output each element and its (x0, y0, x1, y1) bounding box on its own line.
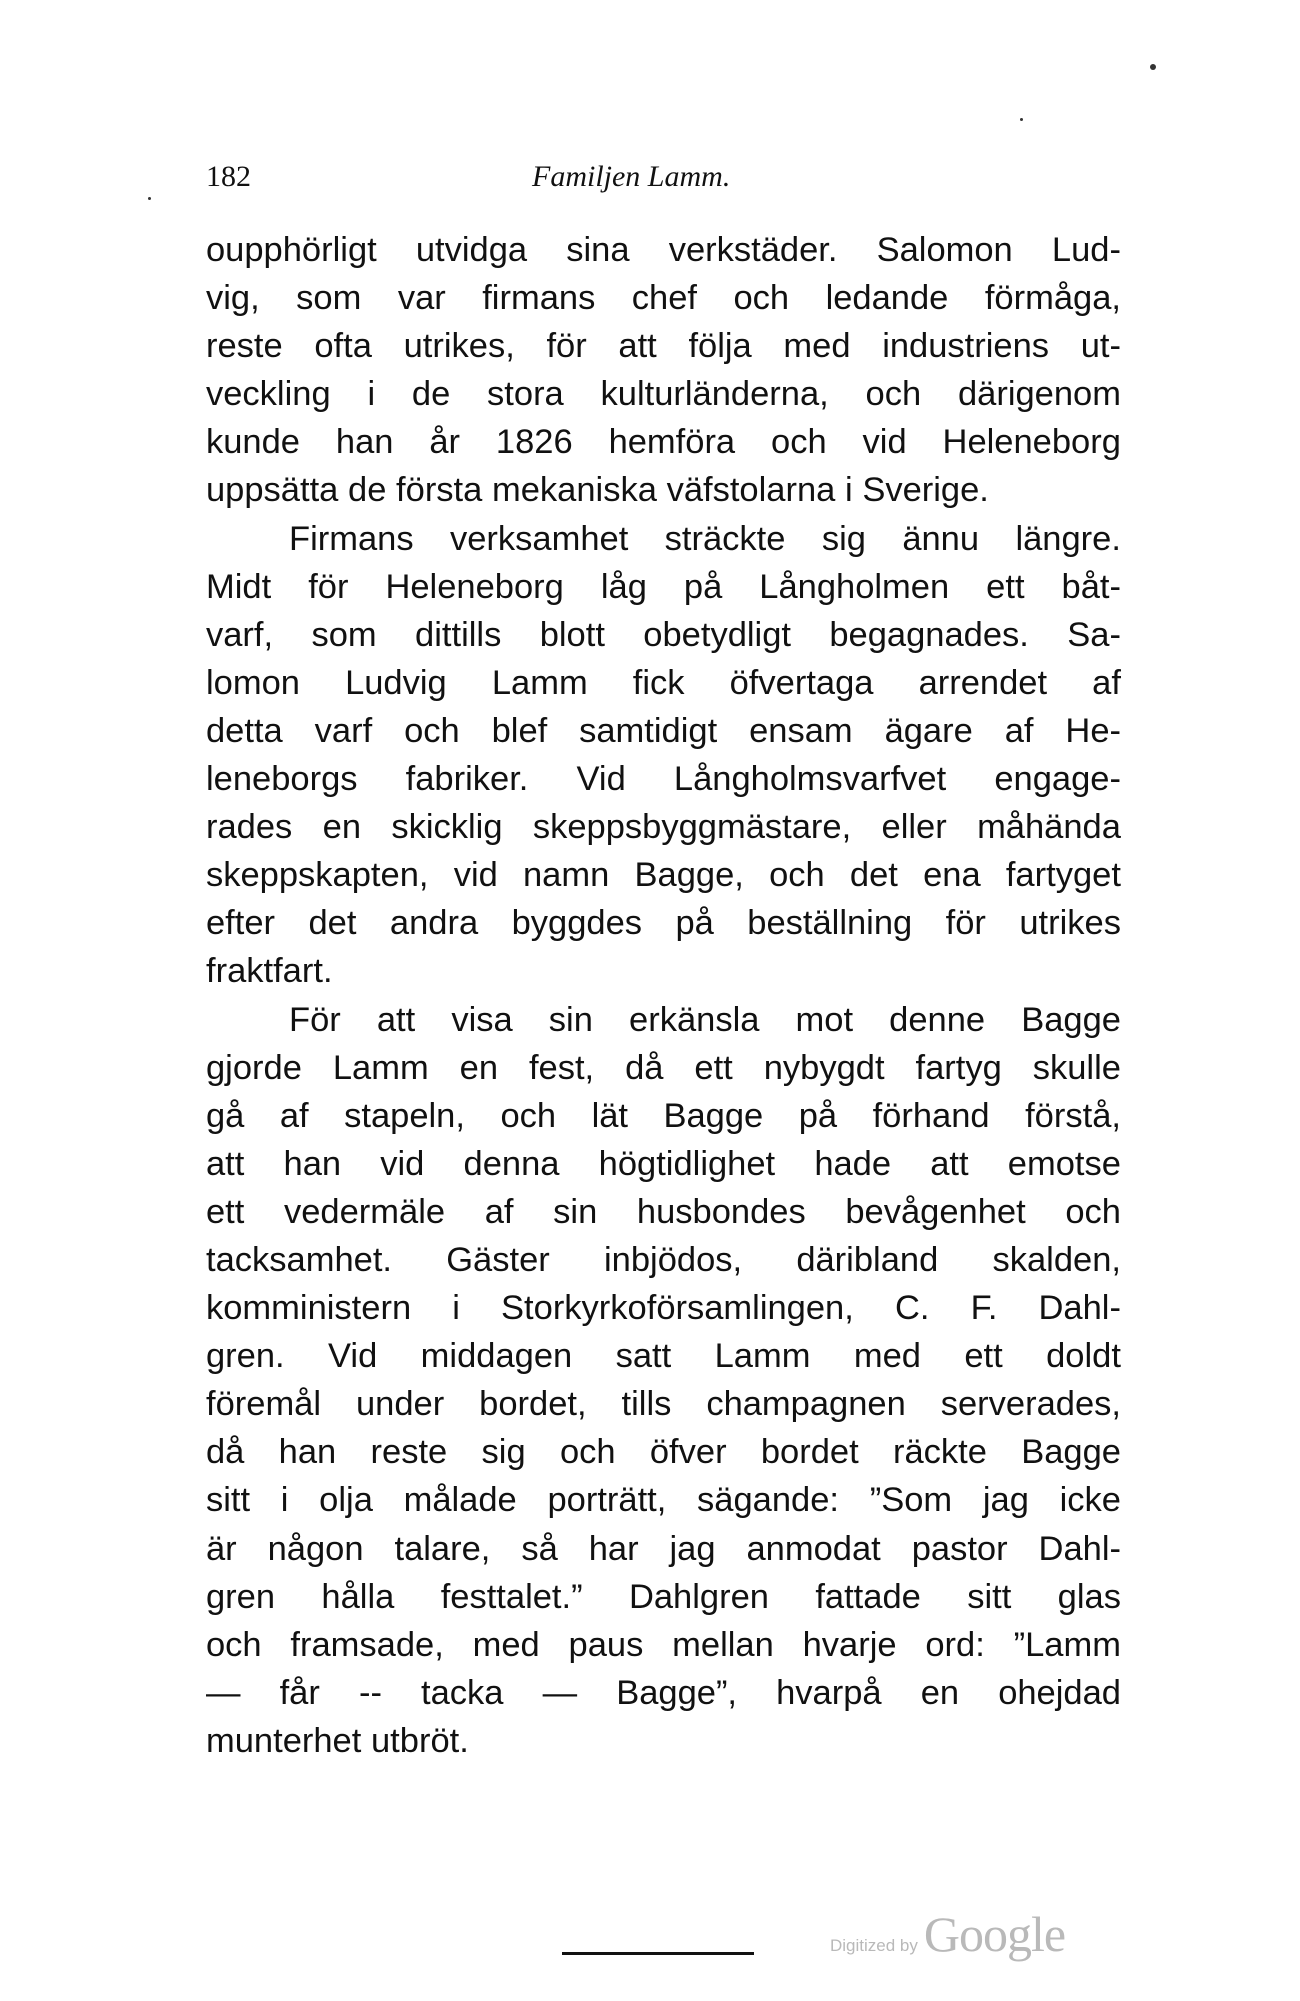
word: eller (881, 808, 947, 847)
word: förstå, (1025, 1096, 1121, 1135)
word: att (206, 1144, 245, 1183)
word: doldt (1046, 1337, 1121, 1376)
word: och (206, 1625, 262, 1664)
word: Långholmsvarfvet (673, 760, 947, 799)
word: sitt (206, 1481, 251, 1520)
word: sin (553, 1192, 598, 1231)
word: ett (986, 567, 1025, 606)
text-line (206, 947, 1121, 995)
word: mot (795, 1000, 854, 1039)
word: att (618, 327, 657, 366)
word: på (675, 904, 714, 943)
word: fartyget (1005, 856, 1121, 895)
word: bevågenhet (845, 1192, 1026, 1231)
word: och (500, 1096, 557, 1135)
word: Dahlgren (628, 1577, 769, 1616)
word: framsade, (290, 1625, 444, 1664)
word: det (308, 904, 357, 943)
word: därigenom (957, 375, 1121, 414)
word: ut- (1080, 327, 1121, 366)
word: detta (206, 711, 283, 750)
word: Dahl- (1038, 1529, 1121, 1568)
word: vedermäle (284, 1192, 446, 1231)
word: begagnades. (829, 615, 1029, 654)
word: fick (632, 663, 685, 702)
word: måhända (977, 808, 1121, 847)
word: ensam (749, 711, 853, 750)
word: på (683, 567, 723, 606)
word: räckte (892, 1433, 987, 1472)
word: jag (982, 1481, 1029, 1520)
word: Bagge (663, 1096, 764, 1135)
word: sägande: (697, 1481, 840, 1520)
text-line (206, 803, 1121, 851)
word: Ludvig (345, 663, 447, 702)
word: ”Som (869, 1481, 953, 1520)
word: reste (206, 327, 283, 366)
word: emotse (1007, 1144, 1121, 1183)
word: sig (821, 519, 866, 558)
word: så (521, 1529, 558, 1568)
word: någon (267, 1529, 364, 1568)
word: Lamm (332, 1048, 429, 1087)
word: hemföra (608, 423, 736, 462)
word: Salomon (876, 231, 1013, 269)
word: blef (491, 711, 548, 750)
word: skalden, (992, 1240, 1121, 1279)
word: munterhet (206, 1721, 362, 1760)
word: middagen (420, 1337, 573, 1376)
word: champagnen (706, 1385, 906, 1424)
text-line (206, 274, 1121, 322)
text-line (206, 322, 1121, 370)
word: 1826 (495, 423, 573, 462)
word: tacka (421, 1673, 504, 1712)
word: första (396, 471, 483, 510)
word: leneborgs (206, 760, 358, 799)
speck-mark (1020, 118, 1023, 121)
word: mekaniska (492, 471, 657, 510)
word: ägare (884, 711, 973, 750)
word: vid (862, 423, 907, 462)
word: oupphörligt (206, 231, 377, 269)
word: följa (688, 327, 752, 366)
word: ”Lamm (1013, 1625, 1121, 1664)
text-line (206, 755, 1121, 803)
word: ohejdad (998, 1673, 1121, 1712)
text-line (206, 899, 1121, 947)
bottom-rule (562, 1952, 754, 1955)
word: talare, (394, 1529, 491, 1568)
word: Vid (576, 760, 626, 799)
word: öfver (649, 1433, 727, 1472)
word: sig (481, 1433, 526, 1472)
word: utrikes (1019, 904, 1121, 943)
digitized-by-label: Digitized by (830, 1936, 918, 1955)
word: de (348, 471, 387, 510)
word: byggdes (511, 904, 643, 943)
word: stora (487, 375, 564, 414)
word: fartyg (915, 1048, 1002, 1087)
word: jag (669, 1529, 716, 1568)
speck-mark (148, 197, 151, 200)
word: de (411, 375, 451, 414)
word: arrendet (918, 663, 1048, 702)
word: af (1092, 663, 1121, 702)
word: sina (566, 231, 630, 269)
word: industriens (882, 327, 1050, 366)
word: reste (370, 1433, 448, 1472)
text-line (206, 1669, 1121, 1717)
page-header (206, 160, 1086, 200)
text-line (206, 996, 1121, 1044)
word: ena (923, 856, 981, 895)
word: Heleneborg (385, 567, 564, 606)
word: han (283, 1144, 342, 1183)
word: ett (694, 1048, 733, 1087)
word: blott (539, 615, 605, 654)
word: får (279, 1673, 320, 1712)
text-line (206, 1044, 1121, 1092)
word: högtidlighet (598, 1144, 776, 1183)
text-line (206, 1621, 1121, 1669)
word: visa (451, 1000, 513, 1039)
word: då (206, 1433, 245, 1472)
word: varf (314, 711, 373, 750)
word: mellan (672, 1625, 774, 1664)
word: föremål (206, 1385, 322, 1424)
word: ett (206, 1192, 245, 1231)
word: gå (206, 1096, 245, 1135)
word: förhand (872, 1096, 990, 1135)
word: samtidigt (579, 711, 718, 750)
word: af (279, 1096, 309, 1135)
word: Bagge (1021, 1433, 1121, 1472)
word: tills (621, 1385, 672, 1424)
word: i (280, 1481, 289, 1520)
word: hålla (321, 1577, 395, 1616)
word: stapeln, (344, 1096, 465, 1135)
word: utbröt. (371, 1721, 469, 1760)
word: båt- (1061, 567, 1121, 606)
text-line (206, 1092, 1121, 1140)
word: denne (889, 1000, 986, 1039)
word: Lamm (714, 1337, 811, 1376)
word: med (472, 1625, 540, 1664)
word: För (289, 1000, 341, 1039)
word: en (322, 808, 362, 847)
word: och (733, 279, 790, 318)
word: Lamm (491, 663, 588, 702)
word: uppsätta (206, 471, 339, 510)
word: satt (615, 1337, 672, 1376)
word: med (853, 1337, 921, 1376)
word: engage- (994, 760, 1121, 799)
text-line (206, 1236, 1121, 1284)
word: och (404, 711, 460, 750)
word: i (452, 1289, 460, 1328)
word: Bagge”, (616, 1673, 738, 1712)
word: icke (1059, 1481, 1121, 1520)
word: Lud- (1051, 231, 1121, 269)
word: Storkyrkoförsamlingen, (501, 1289, 854, 1328)
text-line (206, 707, 1121, 755)
word: var (397, 279, 446, 318)
word: under (355, 1385, 445, 1424)
word: beställning (747, 904, 913, 943)
word: inbjödos, (603, 1240, 743, 1279)
text-line (206, 1476, 1121, 1524)
word: He- (1065, 711, 1121, 750)
word: kulturländerna, (600, 375, 829, 414)
word: för (546, 327, 587, 366)
word: en (920, 1673, 960, 1712)
word: på (798, 1096, 838, 1135)
word: bordet, (479, 1385, 587, 1424)
word: firmans (482, 279, 596, 318)
word: varf, (206, 615, 274, 654)
word: serverades, (940, 1385, 1121, 1424)
text-line (206, 370, 1121, 418)
word: skeppsbyggmästare, (532, 808, 852, 847)
word: hvarje (802, 1625, 897, 1664)
word: olja (319, 1481, 373, 1520)
word: och (865, 375, 922, 414)
word: Bagge, (634, 856, 744, 895)
word: F. (970, 1289, 998, 1328)
word: skeppskapten, (206, 856, 429, 895)
text-line (206, 563, 1121, 611)
word: det (849, 856, 898, 895)
word: namn (523, 856, 610, 895)
word: har (588, 1529, 639, 1568)
word: glas (1057, 1577, 1121, 1616)
text-line (206, 1332, 1121, 1380)
word: Midt (206, 567, 272, 606)
word: och (771, 423, 827, 462)
text-line (206, 1573, 1121, 1621)
word: att (376, 1000, 416, 1039)
word: verksamhet (449, 519, 629, 558)
word: förmåga, (984, 279, 1121, 318)
word: Dahl- (1038, 1289, 1121, 1328)
word: tacksamhet. (206, 1240, 392, 1279)
word: som (311, 615, 377, 654)
text-line (206, 466, 1121, 514)
word: gjorde (206, 1048, 302, 1087)
running-title: Familjen Lamm. (532, 160, 731, 193)
word: — (542, 1673, 578, 1712)
text-line (206, 1380, 1121, 1428)
word: Bagge (1021, 1000, 1121, 1039)
word: som (296, 279, 362, 318)
text-line (206, 1284, 1121, 1332)
word: ett (964, 1337, 1003, 1376)
word: fraktfart. (206, 952, 333, 991)
word: år (429, 423, 461, 462)
text-line (206, 659, 1121, 707)
word: dittills (415, 615, 502, 654)
word: vid (380, 1144, 425, 1183)
word: nybygdt (763, 1048, 885, 1087)
text-line (206, 1428, 1121, 1476)
text-line (206, 515, 1121, 563)
word: väfstolarna (666, 471, 836, 510)
word: kunde (206, 423, 300, 462)
text-line (206, 418, 1121, 466)
word: ännu (902, 519, 980, 558)
word: af (484, 1192, 514, 1231)
word: bordet (760, 1433, 859, 1472)
word: skulle (1032, 1048, 1121, 1087)
word: chef (631, 279, 698, 318)
word: låg (600, 567, 647, 606)
word: -- (358, 1673, 382, 1712)
word: andra (389, 904, 479, 943)
text-line (206, 1525, 1121, 1573)
word: porträtt, (547, 1481, 667, 1520)
word: — (206, 1673, 241, 1712)
word: Långholmen (759, 567, 950, 606)
word: Firmans (289, 519, 414, 558)
word: veckling (206, 375, 331, 414)
word: utvidga (415, 231, 528, 269)
page-number: 182 (206, 160, 251, 193)
word: han (278, 1433, 337, 1472)
google-logo: Google (923, 1906, 1066, 1962)
word: däribland (796, 1240, 939, 1279)
word: Sverige. (862, 471, 989, 510)
word: Heleneborg (942, 423, 1121, 462)
word: för (945, 904, 986, 943)
word: Vid (328, 1337, 378, 1376)
word: erkänsla (629, 1000, 760, 1039)
word: lät (591, 1096, 628, 1135)
word: sin (548, 1000, 593, 1039)
text-line (206, 1717, 1121, 1765)
word: festtalet.” (440, 1577, 583, 1616)
word: fattade (815, 1577, 921, 1616)
word: med (783, 327, 851, 366)
word: Sa- (1067, 615, 1121, 654)
word: ofta (314, 327, 372, 366)
word: C. (894, 1289, 930, 1328)
word: sitt (967, 1577, 1012, 1616)
word: i (844, 471, 853, 510)
word: hade (814, 1144, 892, 1183)
word: är (206, 1529, 237, 1568)
word: komministern (206, 1289, 412, 1328)
text-line (206, 851, 1121, 899)
word: obetydligt (643, 615, 791, 654)
word: skicklig (391, 808, 503, 847)
text-line (206, 1188, 1121, 1236)
word: fest, (528, 1048, 595, 1087)
word: för (308, 567, 349, 606)
text-line (206, 611, 1121, 659)
word: husbondes (636, 1192, 806, 1231)
digitized-by-google-watermark (830, 1905, 1065, 1963)
word: af (1004, 711, 1034, 750)
word: och (769, 856, 825, 895)
word: öfvertaga (729, 663, 874, 702)
word: denna (463, 1144, 560, 1183)
word: att (930, 1144, 969, 1183)
word: gren (206, 1577, 276, 1616)
word: Gäster (446, 1240, 550, 1279)
word: lomon (206, 663, 300, 702)
word: och (559, 1433, 616, 1472)
word: i (367, 375, 376, 414)
speck-mark (1150, 64, 1156, 70)
word: hvarpå (776, 1673, 882, 1712)
word: vid (453, 856, 498, 895)
word: sträckte (664, 519, 786, 558)
word: längre. (1015, 519, 1121, 558)
word: ledande (825, 279, 949, 318)
word: fabriker. (405, 760, 529, 799)
word: verkstäder. (668, 231, 838, 269)
word: pastor (911, 1529, 1008, 1568)
body-text (206, 226, 1121, 1765)
word: efter (206, 904, 276, 943)
word: och (1065, 1192, 1121, 1231)
word: utrikes, (403, 327, 515, 366)
word: då (625, 1048, 664, 1087)
word: målade (403, 1481, 517, 1520)
word: anmodat (746, 1529, 881, 1568)
word: rades (206, 808, 293, 847)
text-line (206, 226, 1121, 274)
word: paus (568, 1625, 644, 1664)
word: vig, (206, 279, 260, 318)
word: ord: (925, 1625, 985, 1664)
word: han (335, 423, 394, 462)
text-line (206, 1140, 1121, 1188)
word: gren. (206, 1337, 285, 1376)
word: en (459, 1048, 499, 1087)
